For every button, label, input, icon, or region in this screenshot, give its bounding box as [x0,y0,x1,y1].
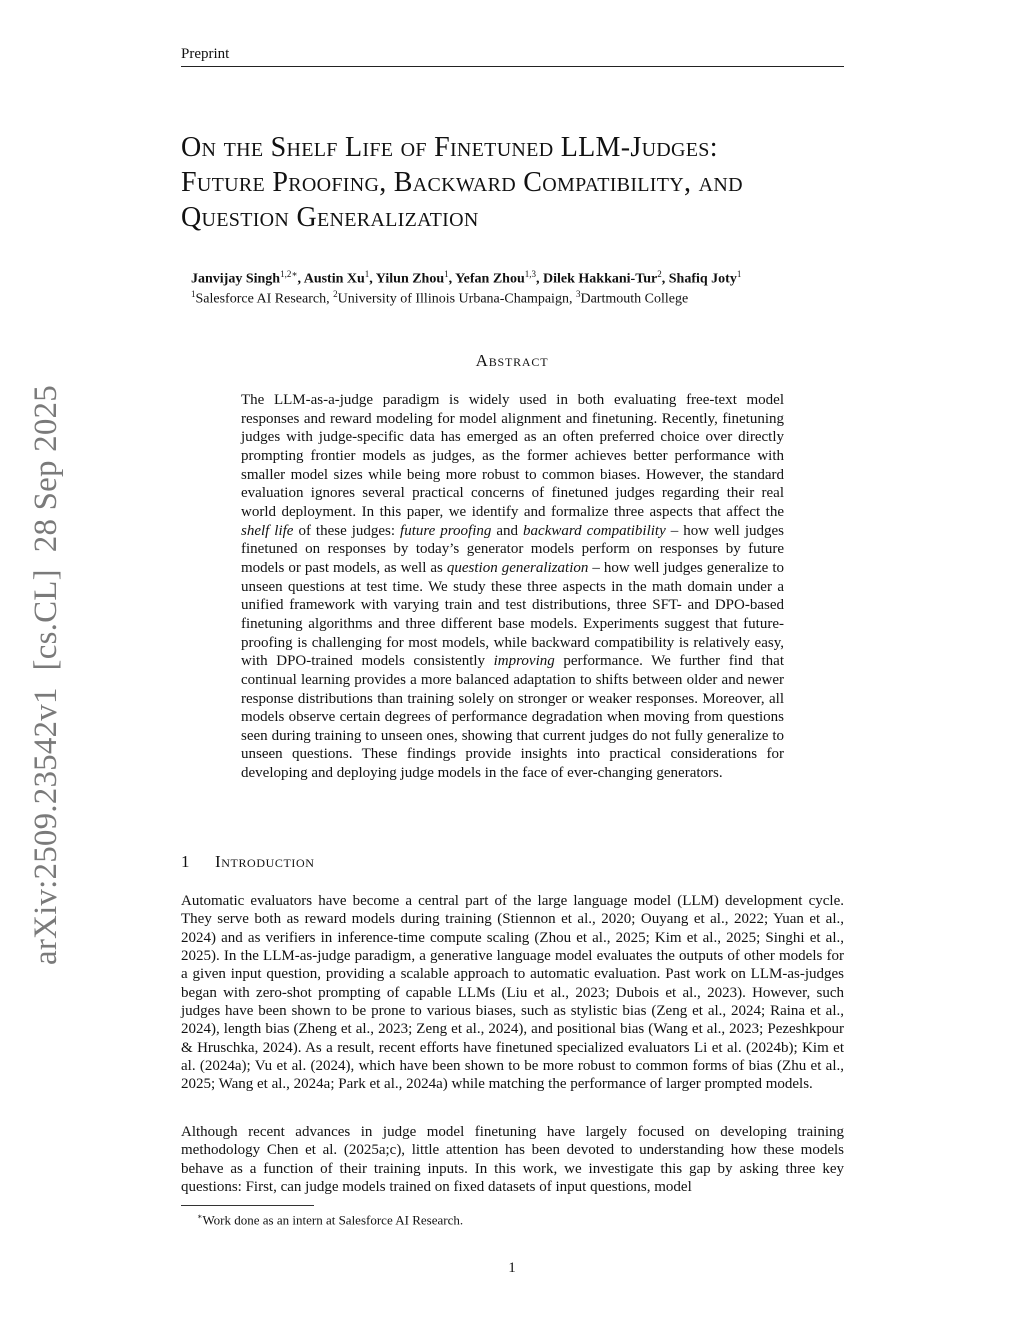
affiliation-mark: 3 [575,289,581,299]
author-list: Janvijay Singh$^{1,2∗}$, Austin Xu$^1$, Yilun Zhou$^1$, Yefan Zhou$^{1,3}$, Dilek Hakkani-Tur$^2$, Shafiq Joty$^1$ [191,269,742,287]
abstract-text: of these judges: [293,522,401,539]
abstract-text: The LLM-as-a-judge paradigm is widely used in both evaluating free-text model responses and reward modeling for model alignment and finetuning. Recently, finetuning judges with judge-specific data has emerged as an often preferred choice over directly prompting frontier models as judges, as the former achieves better performance with smaller model sizes while being more robust to common biases. However, the standard evaluation ignores several practical concerns of finetuned judges regarding their real world deployment. In this paper, we identify and formalize three aspects that affect the [241,392,784,520]
intro-paragraph: Although recent advances in judge model finetuning have largely focused on developing training methodology Chen et al. (2025a;c), little attention has been devoted to understanding how these models behave as a function of their training inputs. In this work, we investigate this gap by asking three key questions: First, can judge models trained on fixed datasets of input questions, model [181,1124,844,1196]
author-name: Austin Xu [303,271,365,287]
affiliation-name: Salesforce AI Research [195,291,327,307]
running-head: Preprint [181,46,230,62]
affiliation-mark: 2 [333,289,338,299]
title-line-3: Question Generalization [181,202,479,233]
abstract-body [241,391,784,783]
page-number: 1 [508,1260,516,1276]
affiliation-name: Dartmouth College [580,291,689,307]
footnote [197,1208,797,1228]
author-affiliation-mark: 1,3 [524,269,537,279]
author-name: Yefan Zhou [455,271,525,287]
abstract-heading: Abstract [475,351,549,370]
section-title: Introduction [215,852,315,871]
abstract-emphasis: improving [493,653,555,670]
author-affiliation-mark: 1 [444,269,449,279]
header-rule [181,66,844,67]
abstract-emphasis: backward compatibility [523,522,666,539]
footnote-mark: ∗ [197,1212,203,1221]
author-affiliation-mark: 1 [736,269,742,279]
abstract-emphasis: future proofing [400,522,492,539]
affiliation-mark: 1 [191,289,196,299]
footnote-rule [181,1205,314,1206]
author-name: Janvijay Singh [191,271,281,287]
abstract-emphasis: shelf life [241,522,294,539]
author-name: Dilek Hakkani-Tur [543,271,658,287]
author-affiliation-mark: 1 [364,269,370,279]
section-heading [181,851,844,873]
author-affiliation-mark: 1,2∗ [280,269,298,279]
affiliation-name: University of Illinois Urbana-Champaign [337,291,569,307]
abstract-text: – how well judges finetuned on responses by today’s generator models perform on responses by future models or past models, as well as [241,522,784,576]
author-affiliation-mark: 2 [657,269,662,279]
title-line-1: On the Shelf Life of Finetuned LLM-Judges: [181,132,718,163]
intro-paragraph: Automatic evaluators have become a central part of the large language model (LLM) development cycle. They serve both as reward models during training (Stiennon et al., 2020; Ouyang et al., 2022; Yuan et al., 2024) and as verifiers in inference-time compute scaling (Zhou et al., 2025; Kim et al., 2025; Singhi et al., 2025). In the LLM-as-judge paradigm, a generative language model evaluates the outputs of other models for a given input question, providing a scalable approach to automatic evaluation. Past work on LLM-as-judges began with zero-shot prompting of capable LLMs (Liu et al., 2023; Dubois et al., 2023). However, such judges have been shown to be prone to various biases, such as stylistic bias (Zeng et al., 2024; Raina et al., 2024), length bias (Zheng et al., 2023; Zeng et al., 2024), and positional bias (Wang et al., 2023; Pezeshkpour & Hruschka, 2024). As a result, recent efforts have finetuned specialized evaluators Li et al. (2024b); Kim et al. (2024a); Vu et al. (2024), which have been shown to be more robust to common forms of bias (Zhu et al., 2025; Wang et al., 2024a; Park et al., 2024a) while matching the performance of larger prompted models. [181,893,844,1093]
section-number: 1 [181,852,190,871]
abstract-text: – how well judges generalize to unseen questions at test time. We study these three aspects in the math domain under a unified framework with varying train and test distributions, three SFT- and DPO-based finetuning algorithms and three different base models. Experiments suggest that future-proofing is challenging for most models, while backward compatibility is relatively easy, with DPO-trained models consistently [241,559,784,670]
title-line-2: Future Proofing, Backward Compatibility, and [181,167,743,198]
author-name: Shafiq Joty [668,271,737,287]
paper-title [181,130,851,235]
abstract-text: and [491,522,524,539]
affiliation-list: $^1$Salesforce AI Research, $^2$University of Illinois Urbana-Champaign, $^3$Dartmouth College [191,289,689,307]
author-name: Yilun Zhou [375,271,445,287]
abstract-text: performance. We further find that continual learning provides a more balanced adaptation to shifts between older and newer response distributions than training solely on stronger or weaker responses. Moreover, all models observe certain degrees of performance degradation when moving from questions seen during training to unseen ones, showing that current judges do not fully generalize to unseen questions. These findings provide insights into practical considerations for developing and deploying judge models in the face of ever-changing generators. [241,653,785,782]
footnote-text: Work done as an intern at Salesforce AI Research. [202,1212,464,1228]
arxiv-identifier[interactable]: arXiv:2509.23542v1 [cs.CL] 28 Sep 2025 [28,385,64,965]
abstract-emphasis: question generalization [446,559,589,576]
